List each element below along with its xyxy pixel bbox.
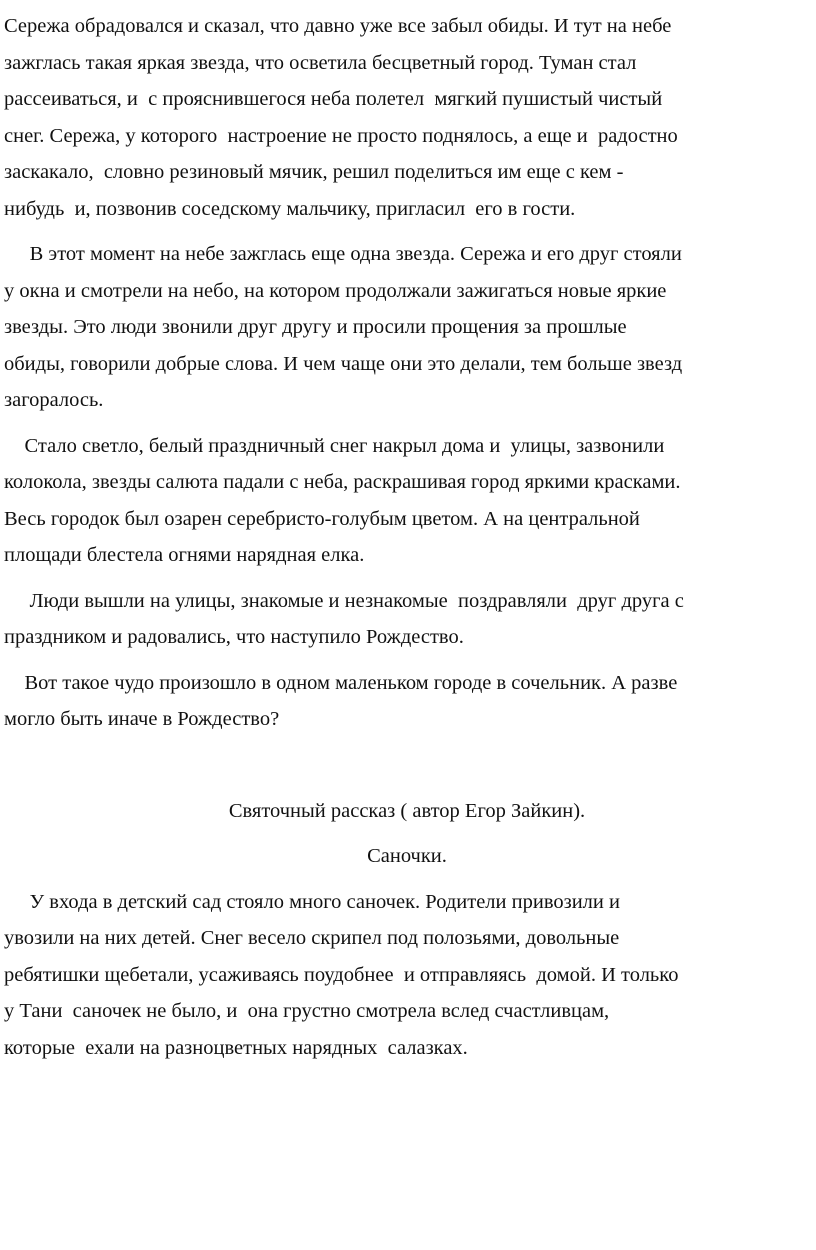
text-line: снег. Сережа, у которого настроение не просто поднялось, а еще и радостно [4, 124, 678, 147]
paragraph-light [4, 428, 810, 574]
text-line: Стало светло, белый праздничный снег накрыл дома и улицы, зазвонили [4, 434, 665, 457]
text-line: загоралось. [4, 389, 104, 411]
text-line: Весь городок был озарен серебристо-голубым цветом. А на центральной [4, 507, 640, 530]
text-line: площади блестела огнями нарядная елка. [4, 544, 365, 566]
text-line: У входа в детский сад стояло много саночек. Родители привозили и [4, 890, 620, 913]
text-line: звезды. Это люди звонили друг другу и просили прощения за прошлые [4, 316, 627, 338]
text-line: заскакало, словно резиновый мячик, решил поделиться им еще с кем - [4, 161, 624, 183]
text-line: увозили на них детей. Снег весело скрипел под полозьями, довольные [4, 927, 620, 949]
text-line: Сережа обрадовался и сказал, что давно уже все забыл обиды. И тут на небе [4, 15, 672, 37]
story-heading: Святочный рассказ ( автор Егор Зайкин). [228, 799, 586, 822]
text-line: у Тани саночек не было, и она грустно смотрела вслед счастливцам, [4, 1000, 610, 1022]
text-line: Вот такое чудо произошло в одном маленьком городе в сочельник. А разве [4, 671, 678, 694]
blank-space [4, 747, 810, 793]
text-line: ребятишки щебетали, усаживаясь поудобнее и отправляясь домой. И только [4, 963, 679, 986]
text-line: зажглась такая яркая звезда, что осветила бесцветный город. Туман стал [4, 51, 637, 74]
text-line: В этот момент на небе зажглась еще одна звезда. Сережа и его друг стояли [4, 243, 682, 265]
text-line: могло быть иначе в Рождество? [4, 708, 280, 730]
text-line: обиды, говорили добрые слова. И чем чаще они это делали, тем больше звезд [4, 352, 683, 375]
text-line: нибудь и, позвонив соседскому мальчику, пригласил его в гости. [4, 197, 576, 220]
text-line: у окна и смотрели на небо, на котором продолжали зажигаться новые яркие [4, 279, 667, 302]
text-line: Люди вышли на улицы, знакомые и незнакомые поздравляли друг друга с [4, 589, 684, 612]
text-line: рассеиваться, и с прояснившегося неба полетел мягкий пушистый чистый [4, 88, 663, 110]
paragraph-people [4, 583, 810, 656]
text-line: которые ехали на разноцветных нарядных салазках. [4, 1036, 468, 1059]
text-line: колокола, звезды салюта падали с неба, раскрашивая город яркими красками. [4, 471, 681, 493]
paragraph-miracle [4, 665, 810, 738]
paragraph-stars [4, 236, 810, 419]
story-title: Саночки. [367, 845, 447, 867]
text-line: праздником и радовались, что наступило Рождество. [4, 626, 464, 648]
paragraph-forgiveness [4, 8, 810, 227]
paragraph-sleds [4, 884, 810, 1067]
